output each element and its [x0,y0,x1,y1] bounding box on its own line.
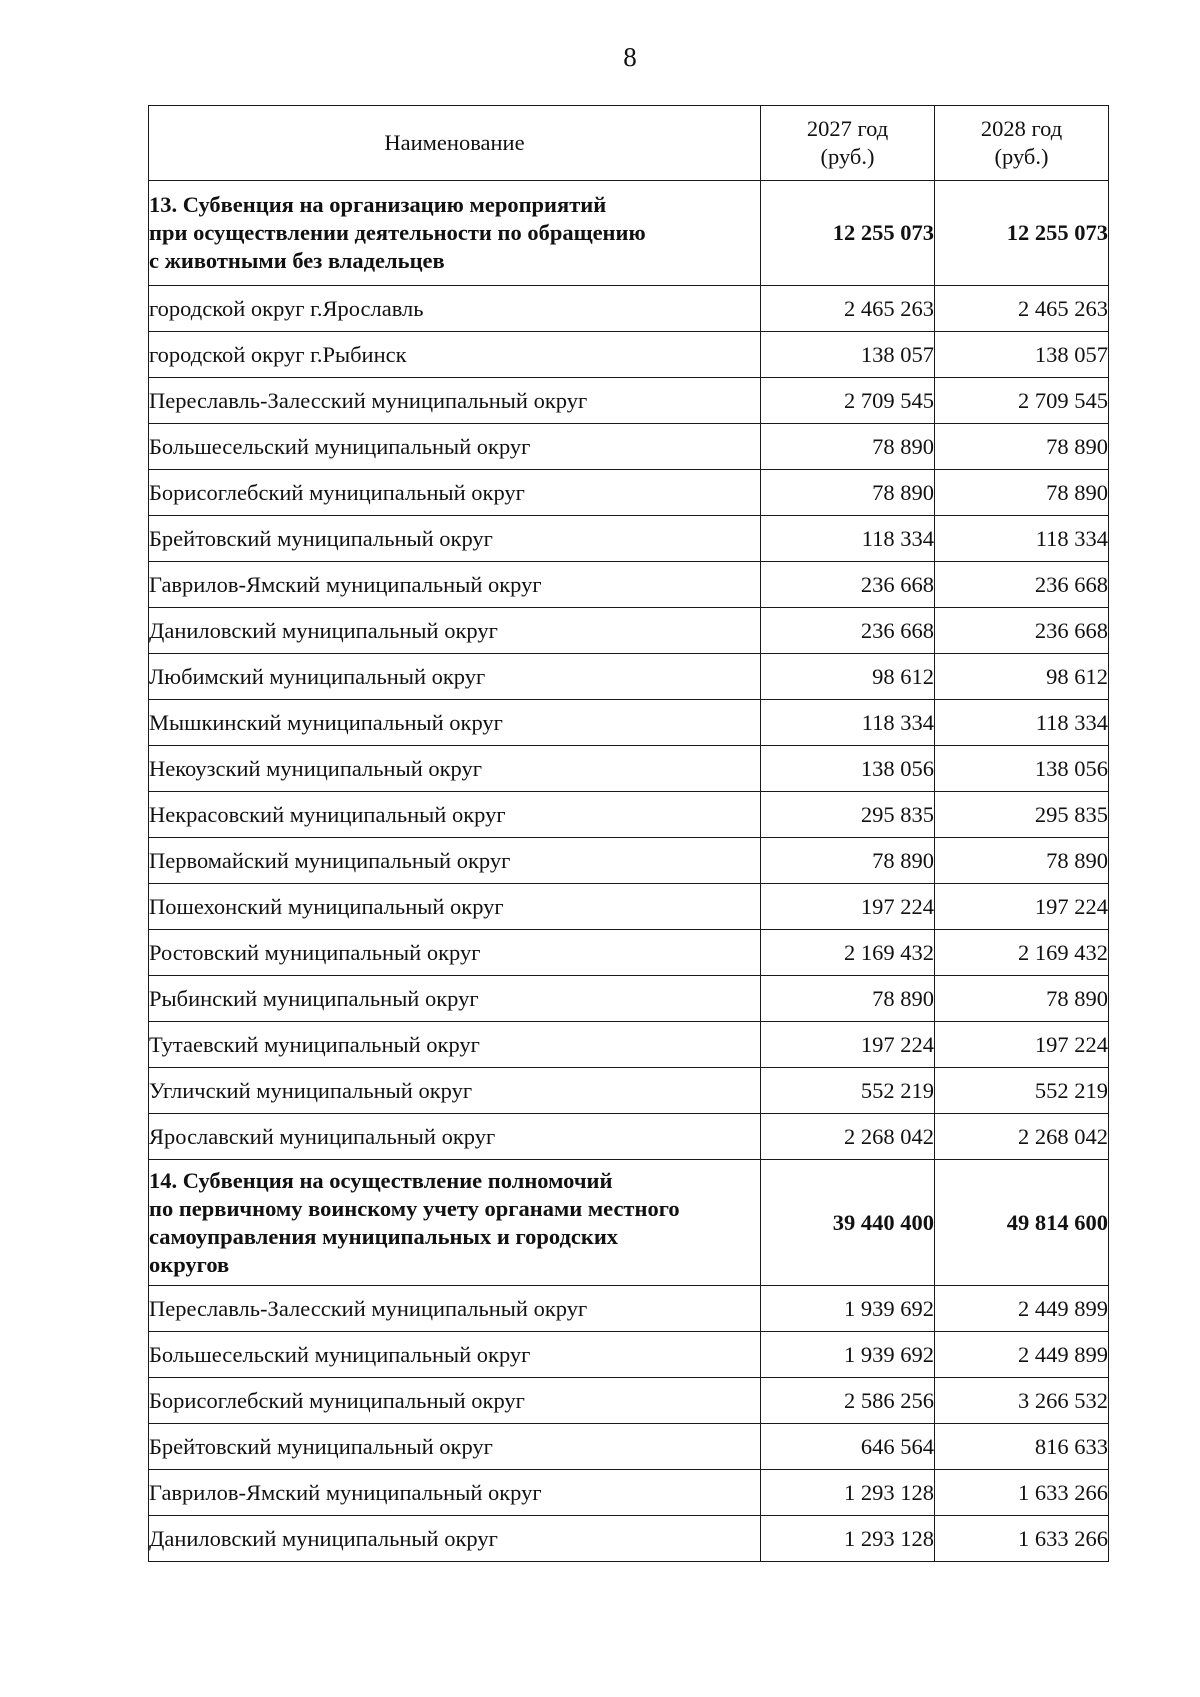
row-name: Некрасовский муниципальный округ [149,792,761,838]
row-value-2028: 236 668 [935,608,1109,654]
table-row [149,1068,1109,1114]
row-value-2027: 236 668 [761,608,935,654]
header-2027-unit: (руб.) [820,144,875,169]
row-name: Большесельский муниципальный округ [149,424,761,470]
row-value-2028: 2 449 899 [935,1332,1109,1378]
row-name: Ярославский муниципальный округ [149,1114,761,1160]
row-value-2027: 1 293 128 [761,1516,935,1562]
section14-total-row [149,1160,1109,1286]
section13-title-line: с животными без владельцев [149,248,445,273]
row-name: городской округ г.Ярославль [149,286,761,332]
section13-title [149,181,761,286]
row-value-2027: 78 890 [761,470,935,516]
row-value-2027: 78 890 [761,424,935,470]
row-value-2027: 1 939 692 [761,1286,935,1332]
row-name: Даниловский муниципальный округ [149,1516,761,1562]
row-value-2027: 118 334 [761,700,935,746]
row-value-2028: 78 890 [935,470,1109,516]
section14-title [149,1160,761,1286]
row-value-2028: 295 835 [935,792,1109,838]
row-value-2028: 138 056 [935,746,1109,792]
row-value-2027: 138 057 [761,332,935,378]
row-value-2027: 1 293 128 [761,1470,935,1516]
table-row [149,1114,1109,1160]
section13-total-row [149,181,1109,286]
row-value-2028: 2 465 263 [935,286,1109,332]
row-name: Переславль-Залесский муниципальный округ [149,378,761,424]
row-value-2028: 552 219 [935,1068,1109,1114]
table-body [149,181,1109,1562]
row-value-2028: 78 890 [935,838,1109,884]
row-name: Первомайский муниципальный округ [149,838,761,884]
table-row [149,1470,1109,1516]
row-value-2028: 1 633 266 [935,1470,1109,1516]
table-row [149,746,1109,792]
row-value-2028: 816 633 [935,1424,1109,1470]
section13-title-line: 13. Субвенция на организацию мероприятий [149,192,607,217]
table-row [149,700,1109,746]
row-name: Мышкинский муниципальный округ [149,700,761,746]
row-name: Борисоглебский муниципальный округ [149,1378,761,1424]
row-value-2028: 118 334 [935,700,1109,746]
table-row [149,286,1109,332]
row-value-2027: 197 224 [761,884,935,930]
row-value-2027: 2 268 042 [761,1114,935,1160]
row-name: Гаврилов-Ямский муниципальный округ [149,562,761,608]
row-value-2027: 1 939 692 [761,1332,935,1378]
row-value-2028: 138 057 [935,332,1109,378]
row-value-2027: 78 890 [761,838,935,884]
table-row [149,562,1109,608]
table-row [149,1286,1109,1332]
row-name: Некоузский муниципальный округ [149,746,761,792]
row-value-2028: 2 449 899 [935,1286,1109,1332]
row-value-2027: 78 890 [761,976,935,1022]
row-name: Рыбинский муниципальный округ [149,976,761,1022]
table-row [149,884,1109,930]
row-value-2028: 197 224 [935,884,1109,930]
table-row [149,838,1109,884]
section14-total-2027: 39 440 400 [761,1160,935,1286]
row-value-2027: 552 219 [761,1068,935,1114]
row-name: Даниловский муниципальный округ [149,608,761,654]
header-2028-year: 2028 год [980,116,1063,141]
table-row [149,424,1109,470]
table-row [149,1332,1109,1378]
section14-title-line: самоуправления муниципальных и городских [149,1223,619,1249]
row-name: Тутаевский муниципальный округ [149,1022,761,1068]
row-value-2028: 197 224 [935,1022,1109,1068]
section13-total-2027: 12 255 073 [761,181,935,286]
row-value-2027: 236 668 [761,562,935,608]
row-value-2028: 2 268 042 [935,1114,1109,1160]
header-2028 [935,106,1109,181]
header-2027 [761,106,935,181]
table-row [149,1378,1109,1424]
row-value-2028: 78 890 [935,976,1109,1022]
row-value-2028: 78 890 [935,424,1109,470]
table-row [149,976,1109,1022]
row-value-2027: 646 564 [761,1424,935,1470]
table-row [149,608,1109,654]
header-2028-unit: (руб.) [994,144,1049,169]
table-row [149,332,1109,378]
table-row [149,1022,1109,1068]
row-value-2027: 197 224 [761,1022,935,1068]
row-value-2027: 118 334 [761,516,935,562]
row-value-2028: 98 612 [935,654,1109,700]
budget-table [148,105,1109,1562]
row-value-2027: 295 835 [761,792,935,838]
table-header-row [149,106,1109,181]
row-name: Брейтовский муниципальный округ [149,1424,761,1470]
page-number: 8 [623,42,637,72]
table-row [149,930,1109,976]
row-name: Большесельский муниципальный округ [149,1332,761,1378]
row-value-2027: 2 709 545 [761,378,935,424]
table-row [149,470,1109,516]
row-value-2027: 2 586 256 [761,1378,935,1424]
row-name: Брейтовский муниципальный округ [149,516,761,562]
row-name: Гаврилов-Ямский муниципальный округ [149,1470,761,1516]
row-value-2028: 2 169 432 [935,930,1109,976]
row-name: Любимский муниципальный округ [149,654,761,700]
row-value-2027: 2 169 432 [761,930,935,976]
row-value-2028: 118 334 [935,516,1109,562]
header-name: Наименование [149,106,761,181]
row-name: Ростовский муниципальный округ [149,930,761,976]
section13-title-line: при осуществлении деятельности по обращению [149,220,646,245]
table-row [149,1516,1109,1562]
row-value-2028: 236 668 [935,562,1109,608]
section14-title-line: по первичному воинскому учету органами местного [149,1195,680,1221]
header-2027-year: 2027 год [806,116,889,141]
section14-title-line: 14. Субвенция на осуществление полномочий [149,1167,613,1193]
row-value-2027: 138 056 [761,746,935,792]
row-value-2027: 2 465 263 [761,286,935,332]
table-row [149,1424,1109,1470]
section13-total-2028: 12 255 073 [935,181,1109,286]
row-value-2028: 1 633 266 [935,1516,1109,1562]
row-name: Угличский муниципальный округ [149,1068,761,1114]
row-name: Борисоглебский муниципальный округ [149,470,761,516]
row-name: Пошехонский муниципальный округ [149,884,761,930]
table-row [149,378,1109,424]
row-name: Переславль-Залесский муниципальный округ [149,1286,761,1332]
table-row [149,516,1109,562]
row-value-2028: 3 266 532 [935,1378,1109,1424]
row-value-2028: 2 709 545 [935,378,1109,424]
table-row [149,654,1109,700]
section14-total-2028: 49 814 600 [935,1160,1109,1286]
table-row [149,792,1109,838]
row-value-2027: 98 612 [761,654,935,700]
section14-title-line: округов [149,1251,230,1277]
row-name: городской округ г.Рыбинск [149,332,761,378]
